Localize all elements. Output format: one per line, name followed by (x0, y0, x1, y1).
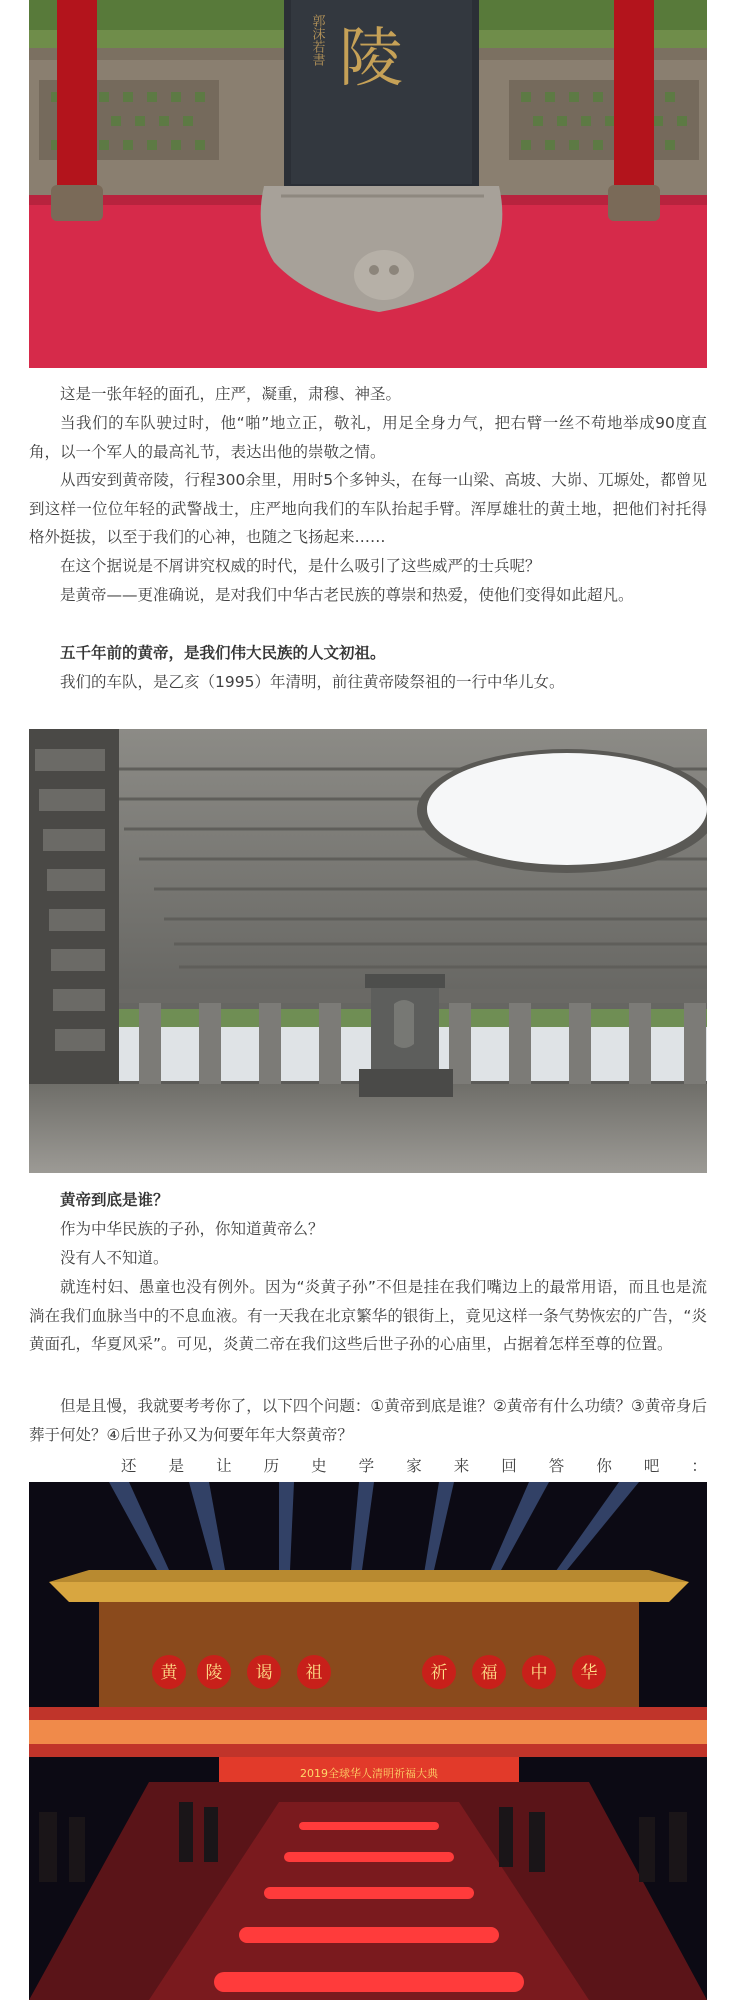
ceremony-banner: 2019全球华人清明祈福大典 (300, 1767, 438, 1780)
paragraph: 是黄帝——更准确说，是对我们中华古老民族的尊崇和热爱，使他们变得如此超凡。 (60, 586, 634, 604)
closing-char: 家 (406, 1457, 422, 1475)
closing-char: 吧 (643, 1457, 660, 1475)
pavilion-photo (29, 729, 707, 1173)
lantern-char: 黄 (160, 1663, 178, 1683)
closing-char: 让 (216, 1457, 232, 1475)
section-heading: 黄帝到底是谁？ (60, 1191, 169, 1209)
paragraph: 这是一张年轻的面孔，庄严，凝重，肃穆、神圣。 (60, 385, 402, 403)
closing-char: 史 (311, 1457, 327, 1475)
lantern-char: 祖 (305, 1663, 323, 1683)
closing-char: 回 (501, 1457, 517, 1475)
lantern-char: 谒 (255, 1663, 273, 1683)
closing-char: 来 (453, 1457, 470, 1475)
paragraph: 就连村妇、愚童也没有例外。因为“炎黄子孙”不但是挂在我们嘴边上的最常用语，而且也是流淌在我们血脉当中的不息血液。有一天我在北京繁华的银街上，竟见这样一条气势恢宏的广告，“炎黄面孔，华夏风采”。可见，炎黄二帝在我们这些后世子孙的心庙里，占据着怎样至尊的位置。 (29, 1278, 707, 1353)
lantern-char: 福 (480, 1663, 498, 1683)
paragraph: 作为中华民族的子孙，你知道黄帝么？ (60, 1220, 324, 1238)
closing-char: 历 (263, 1457, 280, 1475)
paragraph-emphasis: 五千年前的黄帝，是我们伟大民族的人文初祖。 (60, 644, 386, 662)
stele-calligraphy: 陵 (339, 22, 403, 96)
closing-char: ： (691, 1457, 707, 1475)
paragraph: 但是且慢，我就要考考你了，以下四个问题：①黄帝到底是谁？②黄帝有什么功绩？③黄帝身后葬于何处？④后世子孙又为何要年年大祭黄帝？ (29, 1397, 707, 1444)
paragraph: 当我们的车队驶过时，他“啪”地立正，敬礼，用足全身力气，把右臂一丝不苟地举成90度直角，以一个军人的最高礼节，表达出他的崇敬之情。 (29, 414, 707, 461)
closing-char: 是 (168, 1457, 185, 1475)
paragraph: 从西安到黄帝陵，行程300余里，用时5个多钟头，在每一山梁、高坡、大峁、兀塬处，都曾见到这样一位位年轻的武警战士，庄严地向我们的车队抬起手臂。浑厚雄壮的黄土地，把他们衬托得格外挺拔，以至于我们的心神，也随之飞扬起来…… (29, 471, 707, 546)
lantern-char: 祈 (430, 1663, 448, 1683)
closing-char: 还 (121, 1457, 137, 1475)
closing-char: 答 (548, 1457, 565, 1475)
closing-char: 你 (596, 1457, 612, 1475)
lantern-char: 陵 (205, 1663, 223, 1683)
ceremony-photo (29, 1482, 707, 2000)
lantern-char: 中 (530, 1663, 548, 1683)
closing-line (29, 1452, 707, 1480)
lantern-char: 华 (580, 1663, 598, 1683)
paragraph: 没有人不知道。 (60, 1249, 169, 1267)
paragraph: 在这个据说是不屑讲究权威的时代，是什么吸引了这些威严的士兵呢？ (60, 557, 541, 575)
paragraph: 我们的车队，是乙亥（1995）年清明，前往黄帝陵祭祖的一行中华儿女。 (60, 673, 565, 691)
stele-photo (29, 0, 707, 368)
closing-char: 学 (358, 1457, 375, 1475)
stele-signature: 郭沫若書 (309, 14, 325, 66)
